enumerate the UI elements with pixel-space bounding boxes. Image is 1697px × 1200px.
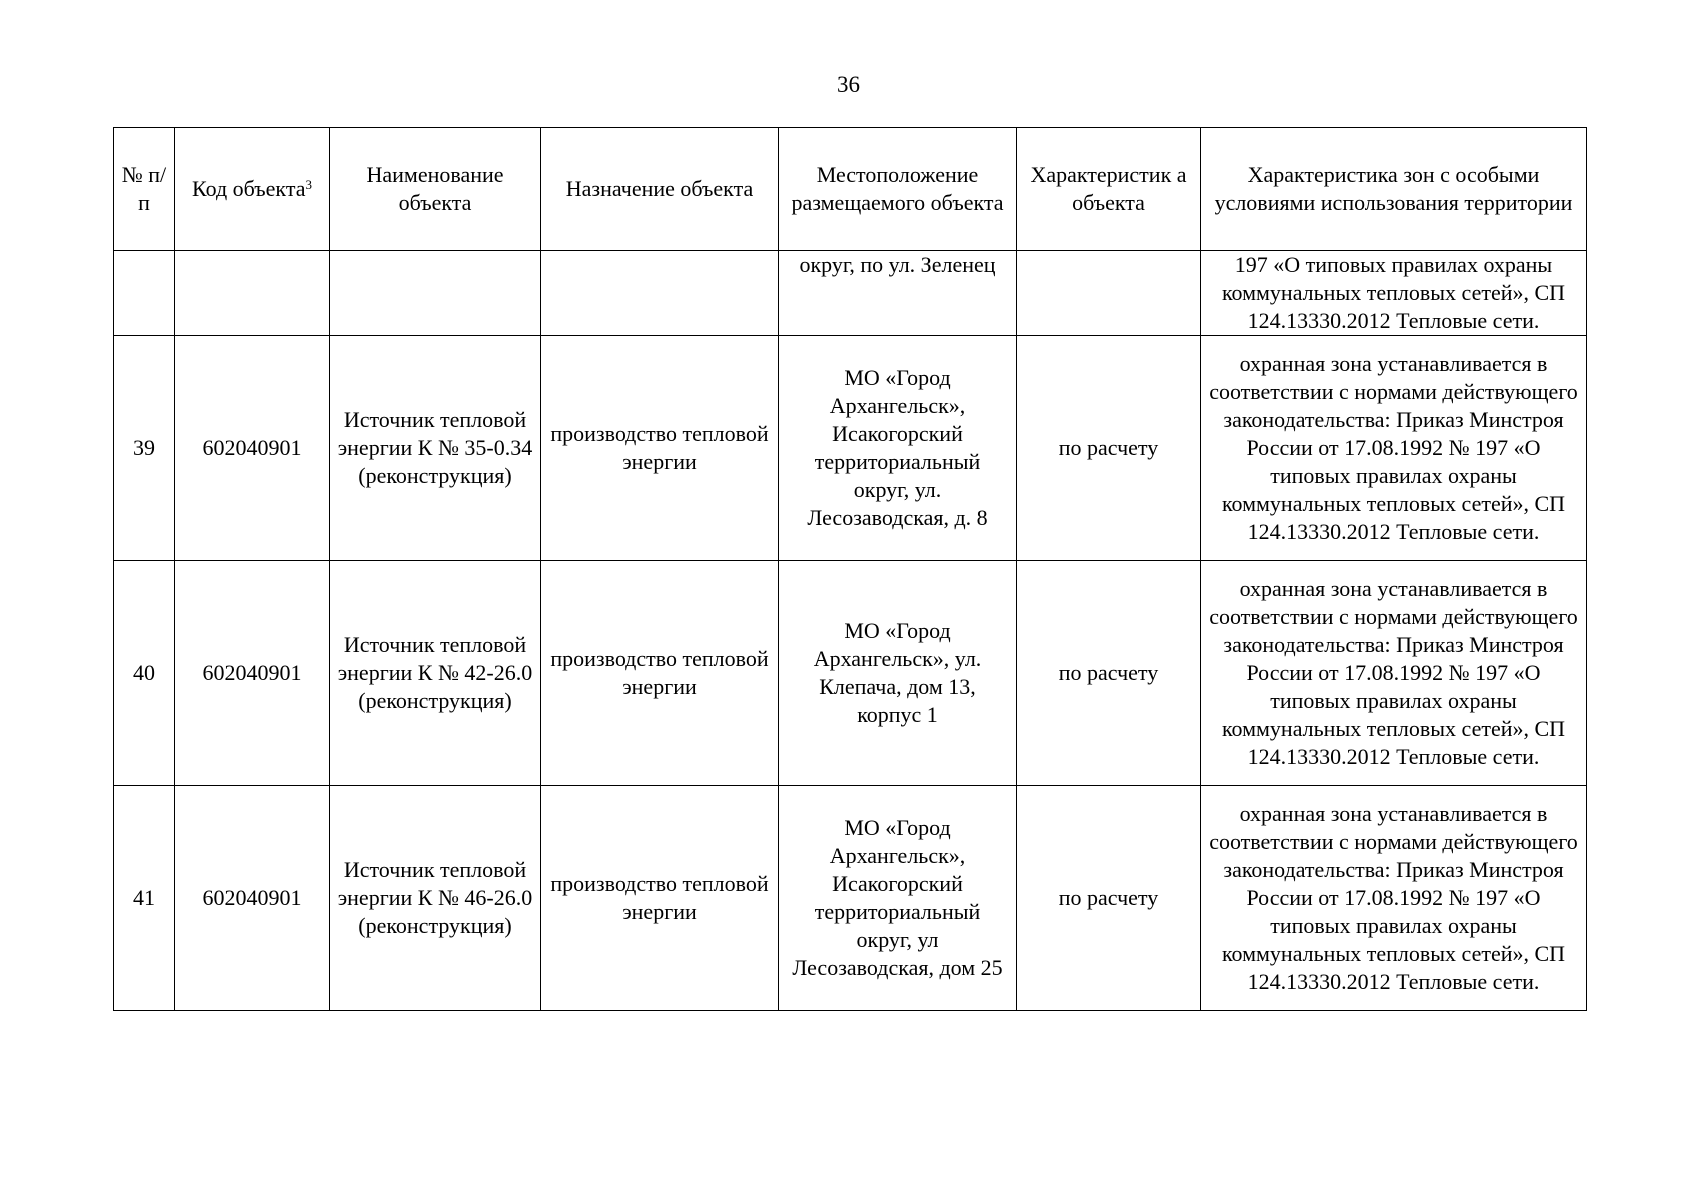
cell-num: 41 [114, 786, 175, 1011]
cell-name: Источник тепловой энергии К № 42-26.0 (реконструкция) [330, 561, 541, 786]
cell-num: 40 [114, 561, 175, 786]
cell-location: МО «Город Архангельск», ул. Клепача, дом 13, корпус 1 [779, 561, 1017, 786]
header-code: Код объекта$^3$ [175, 128, 330, 251]
table-header-row [114, 128, 1587, 251]
cell-code: 602040901 [175, 561, 330, 786]
header-name: Наименование объекта [330, 128, 541, 251]
cell-name: Источник тепловой энергии К № 46-26.0 (реконструкция) [330, 786, 541, 1011]
cell-code: 602040901 [175, 786, 330, 1011]
cell-location: округ, по ул. Зеленец [779, 251, 1017, 336]
cell-location: МО «Город Архангельск», Исакогорский территориальный округ, ул. Лесозаводская, д. 8 [779, 336, 1017, 561]
cell-name [330, 251, 541, 336]
cell-characteristic [1017, 251, 1201, 336]
cell-purpose [541, 251, 779, 336]
cell-characteristic: по расчету [1017, 561, 1201, 786]
header-num: № п/п [114, 128, 175, 251]
footnote-marker: 3 [305, 177, 312, 192]
cell-code: 602040901 [175, 336, 330, 561]
cell-zones: охранная зона устанавливается в соответствии с нормами действующего законодательства: Приказ Минстроя России от 17.08.1992 № 197 «О типовых правилах охраны коммунальных тепловых сетей», СП 124.13330.2012 Тепловые сети. [1201, 786, 1587, 1011]
page-number: 36 [837, 72, 860, 97]
cell-name: Источник тепловой энергии К № 35-0.34 (реконструкция) [330, 336, 541, 561]
objects-table [113, 127, 1587, 1011]
cell-purpose: производство тепловой энергии [541, 561, 779, 786]
cell-num: 39 [114, 336, 175, 561]
table-row-continuation [114, 251, 1587, 336]
cell-location: МО «Город Архангельск», Исакогорский территориальный округ, ул Лесозаводская, дом 25 [779, 786, 1017, 1011]
table-row [114, 786, 1587, 1011]
cell-purpose: производство тепловой энергии [541, 336, 779, 561]
cell-characteristic: по расчету [1017, 786, 1201, 1011]
cell-num [114, 251, 175, 336]
cell-characteristic: по расчету [1017, 336, 1201, 561]
header-zones: Характеристика зон с особыми условиями использования территории [1201, 128, 1587, 251]
cell-purpose: производство тепловой энергии [541, 786, 779, 1011]
cell-code [175, 251, 330, 336]
header-purpose: Назначение объекта [541, 128, 779, 251]
header-location: Местоположение размещаемого объекта [779, 128, 1017, 251]
table-row [114, 336, 1587, 561]
cell-zones: охранная зона устанавливается в соответствии с нормами действующего законодательства: Приказ Минстроя России от 17.08.1992 № 197 «О типовых правилах охраны коммунальных тепловых сетей», СП 124.13330.2012 Тепловые сети. [1201, 561, 1587, 786]
cell-zones: охранная зона устанавливается в соответствии с нормами действующего законодательства: Приказ Минстроя России от 17.08.1992 № 197 «О типовых правилах охраны коммунальных тепловых сетей», СП 124.13330.2012 Тепловые сети. [1201, 336, 1587, 561]
cell-zones: 197 «О типовых правилах охраны коммунальных тепловых сетей», СП 124.13330.2012 Тепловые сети. [1201, 251, 1587, 336]
header-characteristic: Характеристик а объекта [1017, 128, 1201, 251]
table-row [114, 561, 1587, 786]
